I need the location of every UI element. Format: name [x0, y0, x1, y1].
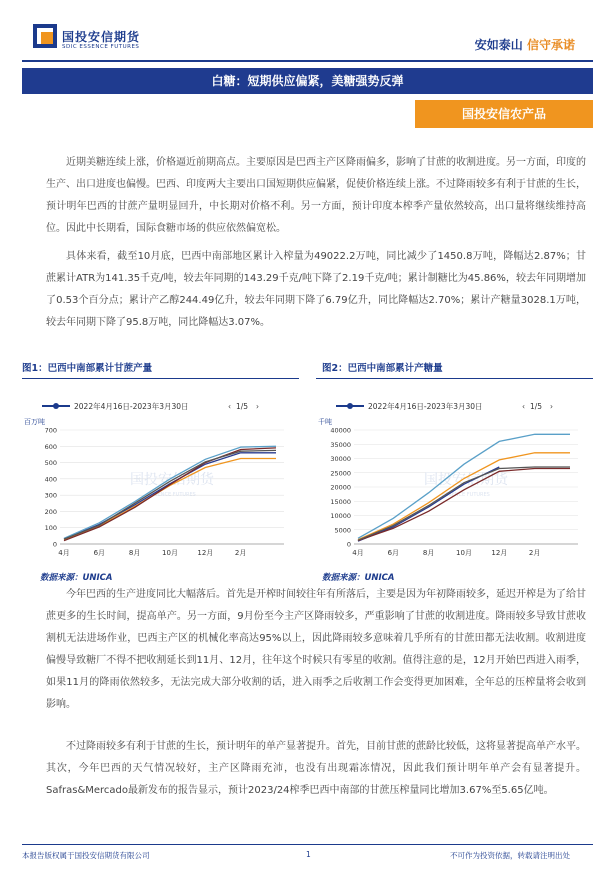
- figure2-source: 数据来源：UNICA: [322, 573, 395, 583]
- x-tick-label: 2月: [528, 549, 541, 557]
- x-tick-label: 12月: [197, 549, 214, 557]
- x-tick-label: 6月: [93, 549, 106, 557]
- company-name-cn: 国投安信期货: [62, 30, 141, 44]
- x-tick-label: 10月: [456, 549, 472, 557]
- legend-label: 2022年4月16日-2023年3月30日: [368, 402, 483, 411]
- y-tick-label: 300: [44, 491, 57, 500]
- y-tick-label: 400: [44, 475, 57, 484]
- y-axis-unit: 百万吨: [24, 418, 45, 426]
- figure2-title: 图2：巴西中南部累计产糖量: [322, 363, 443, 374]
- y-tick-label: 0: [52, 540, 57, 549]
- report-title: 白糖：短期供应偏紧，美糖强势反弹: [22, 68, 593, 94]
- product-tag: 国投安信农产品: [415, 100, 593, 128]
- y-tick-label: 35000: [330, 440, 351, 449]
- x-tick-label: 4月: [58, 549, 70, 557]
- y-tick-label: 200: [44, 507, 57, 516]
- y-tick-label: 10000: [330, 512, 351, 520]
- y-tick-label: 600: [44, 442, 57, 451]
- pager-next-icon: ›: [256, 402, 259, 411]
- pager-prev-icon: ‹: [522, 402, 525, 411]
- company-name-en: SDIC ESSENCE FUTURES: [62, 44, 140, 50]
- x-tick-label: 4月: [352, 549, 364, 557]
- pager-label: 1/5: [236, 402, 249, 411]
- x-tick-label: 10月: [162, 549, 178, 557]
- watermark-subtext: ESSENCE FUTURES: [442, 492, 490, 498]
- y-tick-label: 100: [44, 524, 57, 533]
- paragraph-1: 近期美糖连续上涨，价格逼近前期高点。主要原因是巴西主产区降雨偏多，影响了甘蔗的收割进度。另一方面，印度的生产、出口进度也偏慢。巴西、印度两大主要出口国短期供应偏紧，促使价格连续上涨。不过降雨较多有利于甘蔗的生长，预计明年巴西的甘蔗产量明显回升，中长期对价格不利。另一方面，预计印度本榨季产量依然较高，出口量将继续维持高位。因此中长期看，国际食糖市场的供应依然偏宽松。: [46, 157, 586, 234]
- pager-prev-icon: ‹: [228, 402, 231, 411]
- y-tick-label: 25000: [330, 469, 351, 478]
- footer-divider: [22, 844, 593, 845]
- y-tick-label: 700: [44, 426, 57, 435]
- footer-copyright: 本报告版权属于国投安信期货有限公司: [22, 851, 150, 860]
- x-tick-label: 6月: [387, 549, 400, 557]
- legend-label: 2022年4月16日-2023年3月30日: [74, 402, 189, 411]
- page-number: 1: [306, 850, 311, 859]
- figure1-title: 图1：巴西中南部累计甘蔗产量: [22, 363, 153, 374]
- figure1-source: 数据来源：UNICA: [40, 573, 113, 583]
- company-logo-icon: [33, 24, 57, 48]
- figure1-chart: [22, 392, 299, 567]
- x-tick-label: 2月: [234, 549, 247, 557]
- legend-marker: [347, 403, 353, 409]
- x-tick-label: 8月: [422, 549, 435, 557]
- watermark-text: 国投安信期货: [424, 472, 508, 488]
- figure2-rule: [316, 378, 593, 379]
- slogan-part-b: 信守承诺: [526, 38, 575, 52]
- y-tick-label: 500: [44, 459, 57, 468]
- y-tick-label: 5000: [334, 526, 351, 535]
- figure2-chart: [316, 392, 593, 567]
- paragraph-2: 具体来看，截至10月底，巴西中南部地区累计入榨量为49022.2万吨，同比减少了1450.8万吨，降幅达2.87%；甘蔗累计ATR为141.35千克/吨，较去年同期的143.29千克/吨下降了2.19千克/吨；累计制糖比为45.86%，较去年同期增加了0.53个百分点；累计产乙醇244.49亿升，较去年同期下降了6.79亿升，同比降幅达2.70%；累计产糖量3028.1万吨，较去年同期下降了95.8万吨，同比降幅达3.07%。: [46, 251, 586, 328]
- y-tick-label: 0: [346, 540, 351, 549]
- y-tick-label: 20000: [330, 483, 351, 492]
- y-tick-label: 15000: [330, 497, 351, 506]
- header-divider: [22, 60, 593, 62]
- paragraph-3: 今年巴西的生产进度同比大幅落后。首先是开榨时间较往年有所落后，主要是因为年初降雨较多，延迟开榨是为了给甘蔗更多的生长时间，提高单产。另一方面，9月份至今主产区降雨较多，严重影响了甘蔗的收割进度。降雨较多导致甘蔗收割机无法进场作业，巴西主产区的机械化率高达95%以上，因此降雨较多意味着几乎所有的甘蔗田都无法收割。收割进度偏慢导致糖厂不得不把收割延长到11月、12月，往年这个时候只有零星的收割。值得注意的是，12月开始巴西进入雨季，如果11月的降雨依然较多，无法完成大部分收割的话，进入雨季之后收割工作会变得更加困难，全年总的压榨量将会收到影响。: [46, 589, 586, 710]
- slogan: [475, 36, 575, 53]
- x-tick-label: 8月: [128, 549, 141, 557]
- slogan-part-a: 安如泰山: [474, 38, 523, 52]
- footer-disclaimer: 不可作为投资依据，转载请注明出处: [450, 851, 570, 860]
- figure1-rule: [22, 378, 299, 379]
- pager-next-icon: ›: [550, 402, 553, 411]
- watermark-subtext: ESSENCE FUTURES: [148, 492, 196, 498]
- paragraph-4: 不过降雨较多有利于甘蔗的生长，预计明年的单产显著提升。首先，目前甘蔗的蔗龄比较低，这将显著提高单产水平。其次，今年巴西的天气情况较好，主产区降雨充沛，也没有出现霜冻情况，因此我们预计明年单产会有显著提升。Safras&Mercado最新发布的报告显示，预计2023/24榨季巴西中南部的甘蔗压榨量同比增加3.67%至5.65亿吨。: [46, 741, 586, 796]
- y-tick-label: 40000: [330, 426, 351, 435]
- watermark-text: 国投安信期货: [130, 472, 214, 488]
- pager-label: 1/5: [530, 402, 543, 411]
- x-tick-label: 12月: [491, 549, 508, 557]
- page-header: [0, 0, 615, 62]
- y-axis-unit: 千吨: [318, 418, 332, 426]
- y-tick-label: 30000: [330, 455, 351, 463]
- legend-marker: [53, 403, 59, 409]
